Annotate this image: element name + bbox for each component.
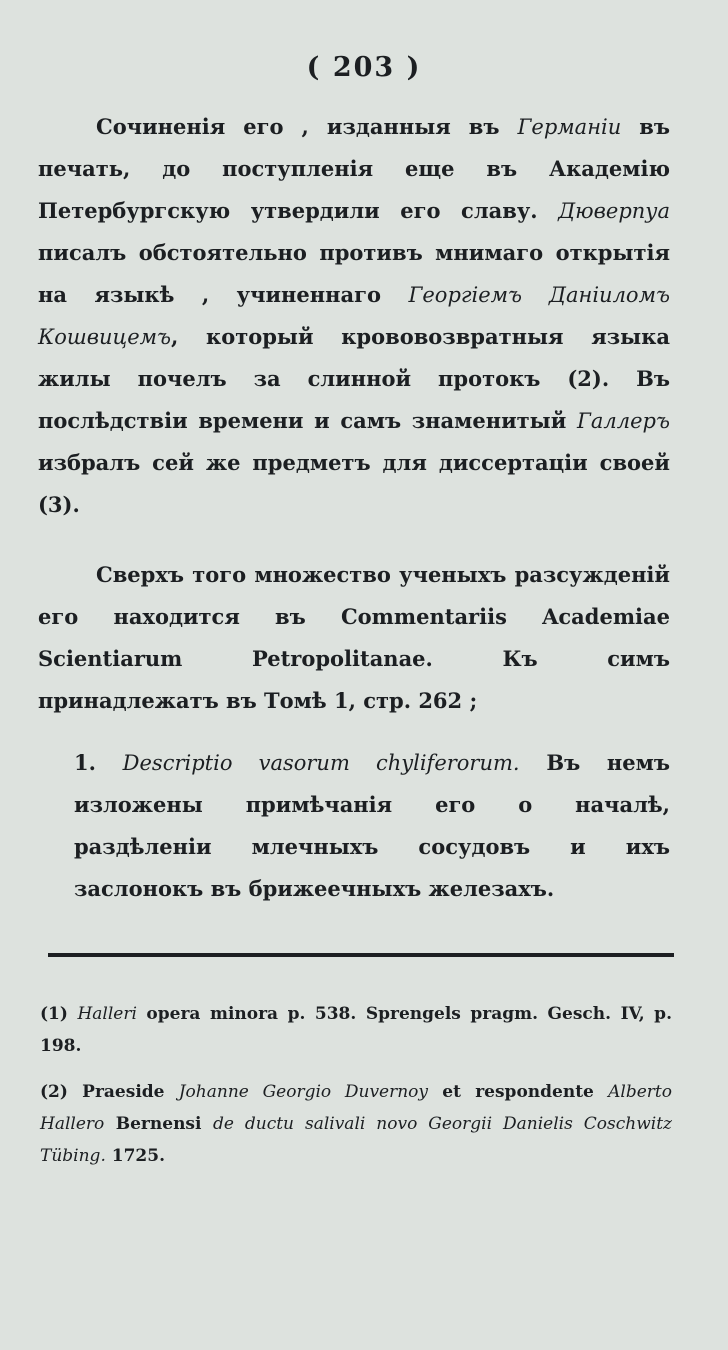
p1-haller: Галлеръ bbox=[576, 409, 670, 433]
fn2-name1: Johanne Georgio Duvernoy bbox=[178, 1082, 429, 1102]
p2-text: Сверхъ того множество ученыхъ разсужденій его находится въ Commentariis Academiae Scientiarum Petropolitanae. Къ симъ принадлежатъ въ Томѣ 1, стр. 262 ; bbox=[38, 562, 670, 713]
p1-text-1: Сочиненія его , изданныя въ bbox=[96, 114, 518, 139]
fn1-text: opera minora p. 538. Sprengels pragm. Gesch. IV, p. 198. bbox=[40, 1004, 672, 1056]
fn2-year: 1725. bbox=[105, 1146, 165, 1166]
p1-text-5: избралъ сей же предметъ для диссертаціи своей (3). bbox=[38, 450, 670, 517]
fn2-mid2: Bernensi bbox=[104, 1114, 213, 1134]
footnotes bbox=[40, 998, 672, 1186]
item1-text: Въ немъ изложены примѣчанія его о началѣ, раздѣленіи млечныхъ сосудовъ и ихъ заслонокъ въ брижеечныхъ железахъ. bbox=[74, 750, 671, 901]
page-number: ( 203 ) bbox=[306, 52, 422, 83]
paragraph-2 bbox=[38, 554, 670, 722]
fn2-name2: Alberto Hallero bbox=[40, 1082, 672, 1134]
fn1-mark: (1) bbox=[40, 1004, 78, 1024]
footnote-2 bbox=[40, 1076, 672, 1172]
paragraph-1 bbox=[38, 106, 670, 526]
p1-text-2: въ печать, до поступленія еще въ Академію Петербургскую утвердили его славу. bbox=[38, 114, 671, 223]
footnote-divider bbox=[48, 953, 674, 957]
fn2-title: de ductu salivali novo Georgii Danielis Coschwitz Tübing. bbox=[40, 1114, 672, 1166]
fn2-mid1: et respondente bbox=[428, 1082, 609, 1102]
p1-duvernoy: Дюверпуа bbox=[558, 199, 670, 223]
footnote-1 bbox=[40, 998, 672, 1062]
item1-number: 1. bbox=[74, 750, 123, 775]
fn2-mark: (2) Praeside bbox=[40, 1082, 179, 1102]
p1-coschwitz: Георгіемъ Даніиломъ Кошвицемъ bbox=[38, 283, 670, 349]
list-item-1 bbox=[74, 742, 670, 910]
p1-text-3: писалъ обстоятельно противъ мнимаго открытія на языкѣ , учиненнаго bbox=[38, 240, 670, 307]
fn1-author: Halleri bbox=[77, 1004, 137, 1024]
p1-germany: Германіи bbox=[517, 115, 622, 139]
p1-text-4: , который крововозвратныя языка жилы почелъ за слинной протокъ (2). Въ послѣдствіи времени и самъ знаменитый bbox=[38, 324, 670, 433]
item1-title: Descriptio vasorum chyliferorum. bbox=[122, 751, 520, 775]
